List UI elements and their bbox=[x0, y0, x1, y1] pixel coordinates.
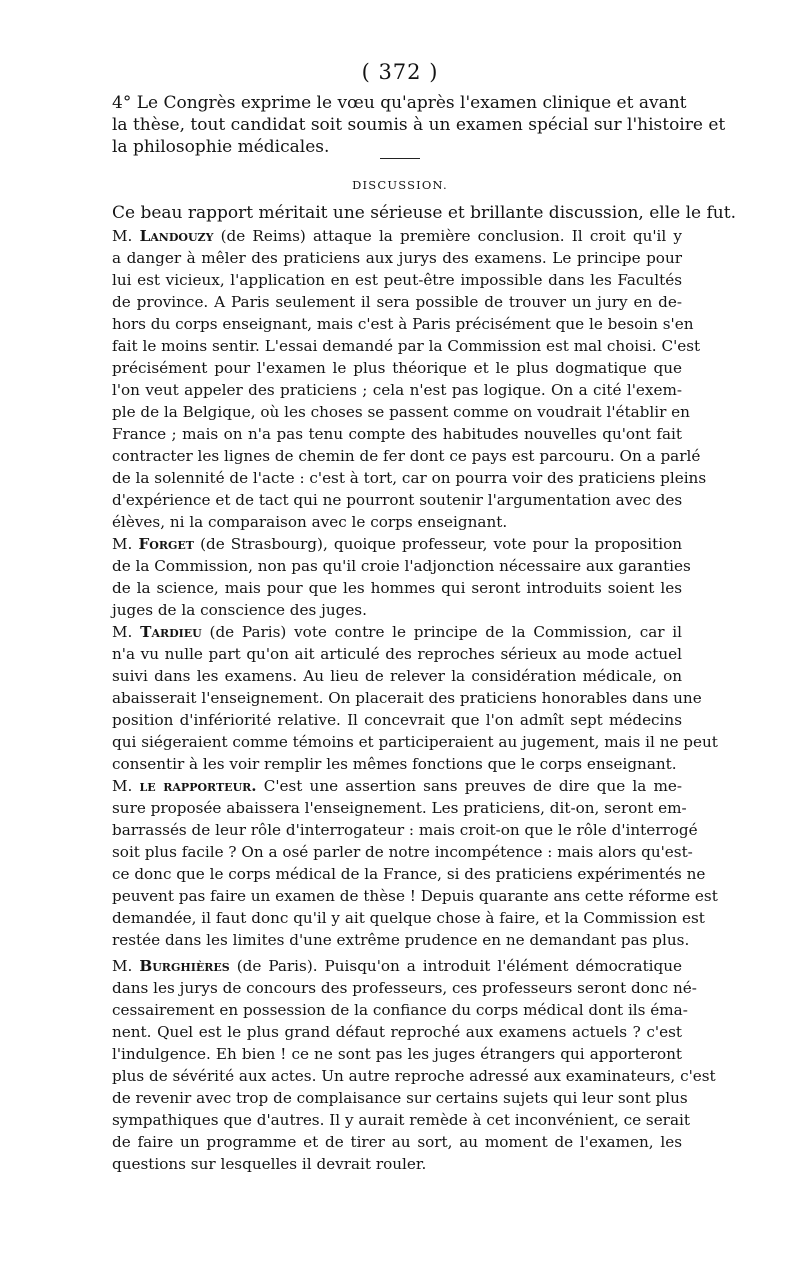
speaker-line bbox=[112, 621, 682, 643]
paragraph-line: questions sur lesquelles il devrait rouler. bbox=[112, 1155, 427, 1173]
paragraph-line: barrassés de leur rôle d'interrogateur : mais croit-on que le rôle d'interrogé bbox=[112, 821, 698, 839]
paragraph-line: nent. Quel est le plus grand défaut reproché aux examens actuels ? c'est bbox=[112, 1023, 682, 1041]
resolution-paragraph bbox=[112, 92, 726, 158]
speaker-name: Burghières bbox=[139, 957, 230, 975]
paragraph-line: de province. A Paris seulement il sera possible de trouver un jury en de- bbox=[112, 293, 682, 311]
paragraph-line: qui siégeraient comme témoins et participeraient au jugement, mais il ne peut bbox=[112, 733, 718, 751]
paragraph-line: élèves, ni la comparaison avec le corps enseignant. bbox=[112, 513, 508, 531]
paragraph-line: n'a vu nulle part qu'on ait articulé des reproches sérieux au mode actuel bbox=[112, 645, 682, 663]
paragraph-line: lui est vicieux, l'application en est peut-être impossible dans les Facultés bbox=[112, 271, 682, 289]
paragraph-line: abaisserait l'enseignement. On placerait des praticiens honorables dans une bbox=[112, 689, 702, 707]
speaker-prefix: M. bbox=[112, 227, 133, 245]
paragraph-text: C'est une assertion sans preuves de dire que la me- bbox=[263, 777, 682, 795]
paragraph-line: ple de la Belgique, où les choses se passent comme on voudrait l'établir en bbox=[112, 403, 690, 421]
paragraph-line: juges de la conscience des juges. bbox=[112, 601, 367, 619]
paragraph-line: restée dans les limites d'une extrême prudence en ne demandant pas plus. bbox=[112, 931, 690, 949]
speaker-name: Tardieu bbox=[140, 623, 202, 641]
paragraph-text: (de Paris) vote contre le principe de la Commission, car il bbox=[209, 623, 682, 641]
speaker-prefix: M. bbox=[112, 623, 133, 641]
opening-line: Ce beau rapport méritait une sérieuse et brillante discussion, elle le fut. bbox=[112, 203, 736, 223]
paragraph-line: cessairement en possession de la confiance du corps médical dont ils éma- bbox=[112, 1001, 688, 1019]
discussion-body bbox=[112, 202, 736, 1175]
paragraph-line: l'on veut appeler des praticiens ; cela n'est pas logique. On a cité l'exem- bbox=[112, 381, 682, 399]
speaker-name: Landouzy bbox=[139, 227, 214, 245]
paragraph-line: de la Commission, non pas qu'il croie l'adjonction nécessaire aux garanties bbox=[112, 557, 691, 575]
paragraph-line: consentir à les voir remplir les mêmes fonctions que le corps enseignant. bbox=[112, 755, 677, 773]
paragraph-line: France ; mais on n'a pas tenu compte des habitudes nouvelles qu'ont fait bbox=[112, 425, 682, 443]
speaker-line bbox=[112, 775, 682, 797]
page-number: ( 372 ) bbox=[361, 60, 439, 84]
paragraph-text: (de Strasbourg), quoique professeur, vote pour la proposition bbox=[200, 535, 682, 553]
speaker-prefix: M. bbox=[112, 535, 133, 553]
paragraph-line: la philosophie médicales. bbox=[112, 137, 330, 157]
paragraph-line: demandée, il faut donc qu'il y ait quelque chose à faire, et la Commission est bbox=[112, 909, 705, 927]
speaker-line bbox=[112, 955, 682, 977]
speaker-prefix: M. bbox=[112, 777, 133, 795]
paragraph-line: soit plus facile ? On a osé parler de notre incompétence : mais alors qu'est- bbox=[112, 843, 693, 861]
paragraph-line: peuvent pas faire un examen de thèse ! Depuis quarante ans cette réforme est bbox=[112, 887, 718, 905]
paragraph-text: (de Paris). Puisqu'on a introduit l'élément démocratique bbox=[236, 957, 683, 975]
paragraph-line: de revenir avec trop de complaisance sur certains sujets qui leur sont plus bbox=[112, 1089, 688, 1107]
paragraph-line: d'expérience et de tact qui ne pourront soutenir l'argumentation avec des bbox=[112, 491, 683, 509]
paragraph-line: position d'infériorité relative. Il concevrait que l'on admît sept médecins bbox=[112, 711, 682, 729]
paragraph-line: sympathiques que d'autres. Il y aurait remède à cet inconvénient, ce serait bbox=[112, 1111, 690, 1129]
paragraph-line: plus de sévérité aux actes. Un autre reproche adressé aux examinateurs, c'est bbox=[112, 1067, 716, 1085]
speaker-line bbox=[112, 533, 682, 555]
paragraph-line: fait le moins sentir. L'essai demandé par la Commission est mal choisi. C'est bbox=[112, 337, 701, 355]
paragraph-line: la thèse, tout candidat soit soumis à un examen spécial sur l'histoire et bbox=[112, 115, 726, 135]
paragraph-line: de la science, mais pour que les hommes qui seront introduits soient les bbox=[112, 579, 682, 597]
paragraph-line: dans les jurys de concours des professeurs, ces professeurs seront donc né- bbox=[112, 979, 697, 997]
section-heading: DISCUSSION. bbox=[352, 178, 448, 192]
section-divider bbox=[380, 158, 420, 159]
paragraph-line: précisément pour l'examen le plus théorique et le plus dogmatique que bbox=[112, 359, 682, 377]
paragraph-line: de la solennité de l'acte : c'est à tort, car on pourra voir des praticiens pleins bbox=[112, 469, 707, 487]
paragraph-text: (de Reims) attaque la première conclusion. Il croit qu'il y bbox=[220, 227, 683, 245]
paragraph-line: l'indulgence. Eh bien ! ce ne sont pas les juges étrangers qui apporteront bbox=[112, 1045, 682, 1063]
paragraph-line: 4° Le Congrès exprime le vœu qu'après l'examen clinique et avant bbox=[112, 93, 687, 113]
speaker-line bbox=[112, 225, 682, 247]
paragraph-line: de faire un programme et de tirer au sort, au moment de l'examen, les bbox=[112, 1133, 682, 1151]
paragraph-line: contracter les lignes de chemin de fer dont ce pays est parcouru. On a parlé bbox=[112, 447, 701, 465]
paragraph-line: a danger à mêler des praticiens aux jurys des examens. Le principe pour bbox=[112, 249, 682, 267]
paragraph-line: suivi dans les examens. Au lieu de relever la considération médicale, on bbox=[112, 667, 682, 685]
paragraph-line: sure proposée abaissera l'enseignement. Les praticiens, dit-on, seront em- bbox=[112, 799, 687, 817]
paragraph-line: hors du corps enseignant, mais c'est à Paris précisément que le besoin s'en bbox=[112, 315, 694, 333]
paragraph-line: ce donc que le corps médical de la France, si des praticiens expérimentés ne bbox=[112, 865, 706, 883]
speaker-prefix: M. bbox=[112, 957, 133, 975]
speaker-name: Forget bbox=[138, 535, 194, 553]
speaker-name: le rapporteur. bbox=[139, 777, 257, 795]
